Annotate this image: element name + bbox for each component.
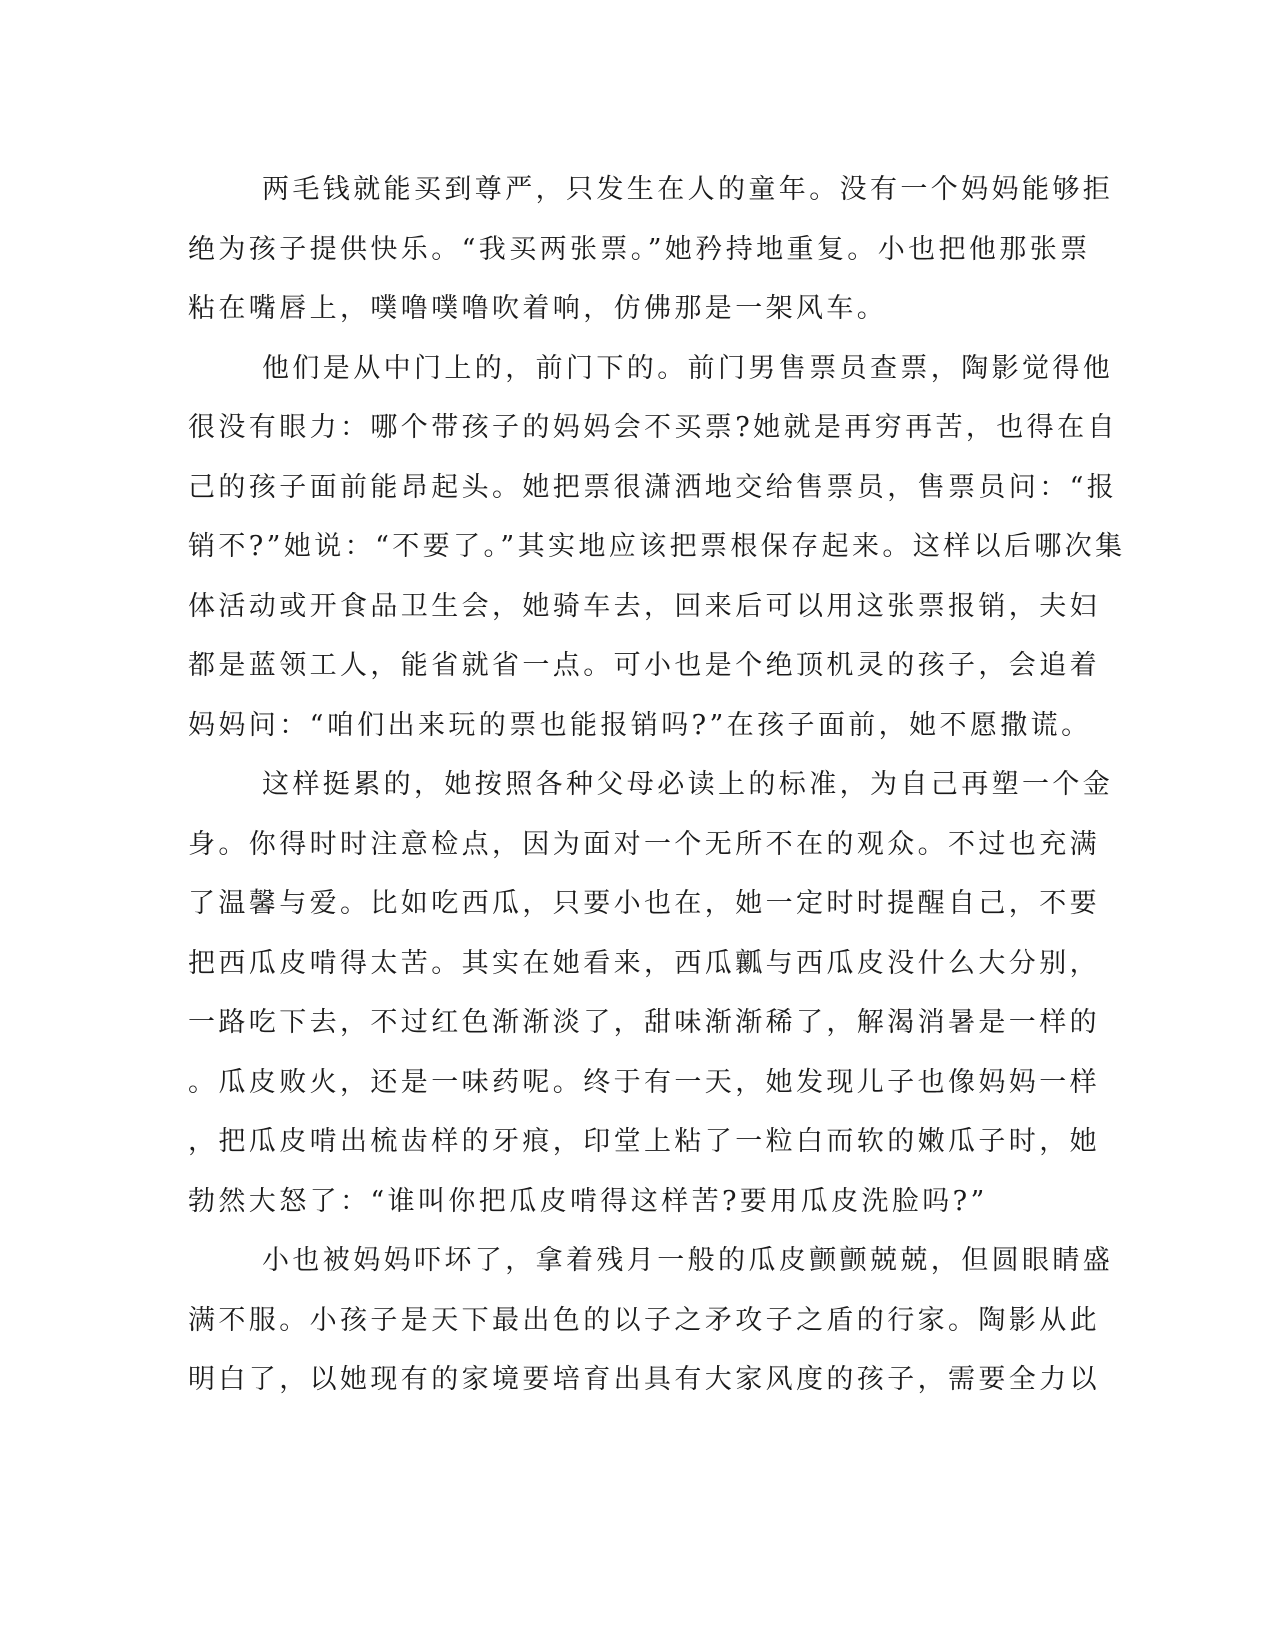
paragraph (188, 339, 1126, 756)
text-line: 绝为孩子提供快乐。“我买两张票。”她矜持地重复。小也把他那张票 (188, 233, 1091, 265)
text-line: 都是蓝领工人，能省就省一点。可小也是个绝顶机灵的孩子，会追着 (188, 650, 1100, 681)
paragraph (188, 755, 1114, 1231)
text-line: 把西瓜皮啃得太苦。其实在她看来，西瓜瓤与西瓜皮没什么大分别， (188, 947, 1100, 979)
text-line: 明白了，以她现有的家境要培育出具有大家风度的孩子，需要全力以 (188, 1364, 1100, 1395)
text-line: 他们是从中门上的，前门下的。前门男售票员查票，陶影觉得他 (262, 352, 1114, 384)
text-line: 这样挺累的，她按照各种父母必读上的标准，为自己再塑一个金 (262, 769, 1114, 800)
text-line: 销不?”她说：“不要了。”其实地应该把票根保存起来。这样以后哪次集 (188, 531, 1126, 562)
text-line: 很没有眼力：哪个带孩子的妈妈会不买票?她就是再穷再苦，也得在自 (188, 412, 1118, 443)
paragraph (188, 1231, 1114, 1410)
body-text (188, 160, 1126, 1410)
text-line: 粘在嘴唇上，噗噜噗噜吹着响，仿佛那是一架风车。 (188, 293, 888, 324)
text-line: 妈妈问：“咱们出来玩的票也能报销吗?”在孩子面前，她不愿撒谎。 (188, 709, 1092, 741)
text-line: 。瓜皮败火，还是一味药呢。终于有一天，她发现儿子也像妈妈一样 (188, 1066, 1100, 1098)
text-line: 满不服。小孩子是天下最出色的以子之矛攻子之盾的行家。陶影从此 (188, 1304, 1100, 1336)
text-line: 勃然大怒了：“谁叫你把瓜皮啃得这样苦?要用瓜皮洗脸吗?” (188, 1185, 988, 1217)
text-line: 了温馨与爱。比如吃西瓜，只要小也在，她一定时时提醒自己，不要 (188, 888, 1100, 919)
text-line: 己的孩子面前能昂起头。她把票很潇洒地交给售票员，售票员问：“报 (188, 471, 1118, 503)
text-line: 一路吃下去，不过红色渐渐淡了，甜味渐渐稀了，解渴消暑是一样的 (188, 1007, 1100, 1038)
text-line: 体活动或开食品卫生会，她骑车去，回来后可以用这张票报销，夫妇 (188, 590, 1100, 622)
text-line: 两毛钱就能买到尊严，只发生在人的童年。没有一个妈妈能够拒 (262, 174, 1114, 205)
text-line: 小也被妈妈吓坏了，拿着残月一般的瓜皮颤颤兢兢，但圆眼睛盛 (262, 1245, 1114, 1276)
text-line: 身。你得时时注意检点，因为面对一个无所不在的观众。不过也充满 (188, 828, 1100, 860)
paragraph (188, 160, 1114, 339)
text-line: ，把瓜皮啃出梳齿样的牙痕，印堂上粘了一粒白而软的嫩瓜子时，她 (188, 1126, 1100, 1157)
